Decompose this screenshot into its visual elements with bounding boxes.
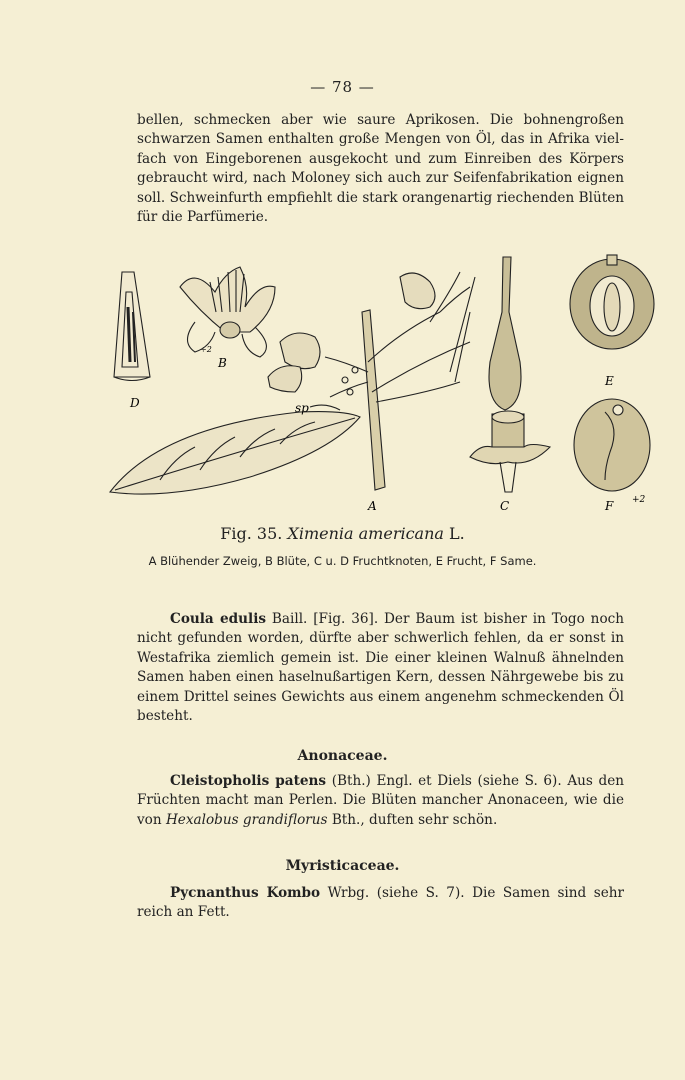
text-line bbox=[137, 610, 624, 629]
text-line: Samen haben einen haselnußartigen Kern, dessen Nährgewebe bis zu bbox=[137, 669, 624, 686]
text-span: von bbox=[137, 811, 166, 828]
fruit-e bbox=[570, 255, 654, 349]
label-e: E bbox=[605, 374, 614, 388]
text-line: bellen, schmecken aber wie saure Aprikosen. Die bohnengroßen bbox=[137, 112, 624, 128]
text-line: fach von Eingeborenen ausgekocht und zum Einreiben des Körpers bbox=[137, 150, 624, 167]
paragraph-pycnanthus bbox=[137, 884, 624, 923]
paragraph-coula bbox=[137, 610, 624, 726]
text-span: Bth., duften sehr schön. bbox=[327, 811, 498, 828]
figure-author: L. bbox=[449, 524, 465, 543]
text-line: soll. Schweinfurth empfiehlt die stark orangenartig riechenden Blüten bbox=[137, 189, 624, 206]
text-line: Früchten macht man Perlen. Die Blüten mancher Anonaceen, wie die bbox=[137, 792, 624, 809]
figure-number: Fig. 35. bbox=[220, 524, 283, 543]
label-c: C bbox=[500, 499, 510, 513]
pistil-c bbox=[470, 257, 550, 492]
label-b: B bbox=[218, 356, 227, 370]
text-line: reich an Fett. bbox=[137, 904, 230, 921]
figure-species: Ximenia americana bbox=[287, 524, 444, 543]
figure-legend: A Blühender Zweig, B Blüte, C u. D Fruchtknoten, E Frucht, F Same. bbox=[148, 554, 537, 568]
text-line bbox=[137, 884, 624, 903]
text-line: besteht. bbox=[137, 708, 193, 725]
label-scale-f: +2 bbox=[632, 495, 646, 505]
fruit-node-section-d bbox=[114, 272, 150, 381]
label-f: F bbox=[605, 499, 614, 513]
flowering-branch-a bbox=[110, 272, 475, 494]
label-scale-b: ÷2 bbox=[200, 345, 212, 354]
text-line: gebraucht wird, nach Moloney sich auch zur Seifenfabrikation eignen bbox=[137, 170, 624, 187]
species-name: Pycnanthus Kombo bbox=[170, 885, 321, 901]
text-line: Westafrika ziemlich gemein ist. Die einer kleinen Walnuß ähnelnden bbox=[137, 649, 624, 666]
text-span: (Bth.) Engl. et Diels (siehe S. 6). Aus den bbox=[326, 773, 624, 789]
botanical-illustration bbox=[100, 252, 660, 517]
paragraph-ximenia-continued bbox=[137, 111, 624, 227]
label-a: A bbox=[368, 499, 377, 513]
text-line bbox=[137, 811, 624, 830]
text-line: schwarzen Samen enthalten große Mengen von Öl, das in Afrika viel- bbox=[137, 131, 624, 148]
species-name-italic: Hexalobus grandiflorus bbox=[165, 811, 328, 828]
text-span: Wrbg. (siehe S. 7). Die Samen sind sehr bbox=[320, 885, 624, 901]
label-d: D bbox=[130, 396, 140, 410]
label-sp: sp bbox=[295, 401, 309, 415]
text-line: nicht gefunden worden, dürfte aber schwerlich fehlen, da er sonst in bbox=[137, 630, 624, 647]
text-span: Baill. [Fig. 36]. Der Baum ist bisher in Togo noch bbox=[266, 611, 624, 627]
paragraph-cleistopholis bbox=[137, 772, 624, 830]
text-line: einem Drittel seines Gewichts aus einem angenehm schmeckenden Öl bbox=[137, 688, 624, 705]
text-line: für die Parfümerie. bbox=[137, 209, 269, 226]
species-name: Cleistopholis patens bbox=[170, 773, 327, 789]
section-heading-anonaceae: Anonaceae. bbox=[297, 748, 388, 764]
species-name: Coula edulis bbox=[170, 611, 267, 627]
figure-caption bbox=[0, 524, 685, 543]
page-number: — 78 — bbox=[310, 78, 375, 96]
section-heading-myristicaceae: Myristicaceae. bbox=[285, 858, 400, 874]
text-line bbox=[137, 772, 624, 791]
seed-f bbox=[574, 399, 650, 491]
flower-b bbox=[180, 267, 275, 357]
